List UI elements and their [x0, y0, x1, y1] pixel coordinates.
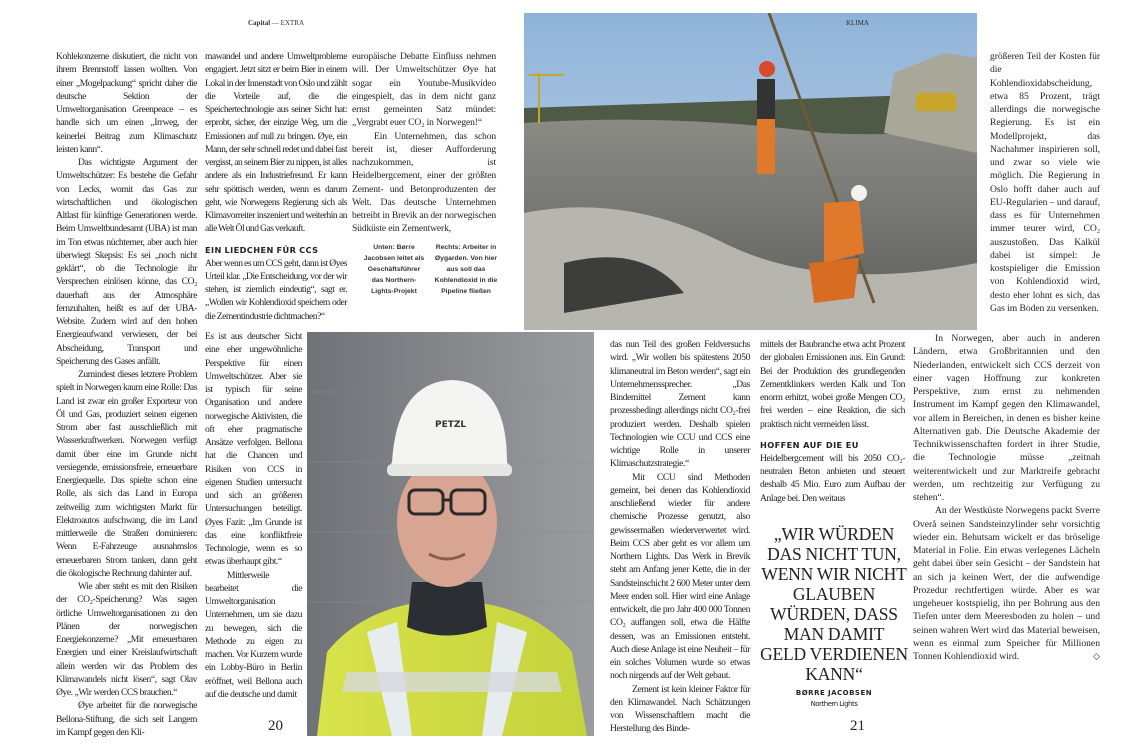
right-column-1 — [610, 338, 750, 736]
paragraph: Mit CCU sind Methoden gemeint, bei denen das Kohlendioxid anschließend wieder für andere chemische Prozesse genutzt, also gewissermaßen wiederverwertet wird. Beim CCS aber geht es vor allem um Northern Lights. Das Werk in Brevik steht am Anfang jener Kette, die in der Sandsteinschicht 2 600 Meter unter dem Meer enden soll. Hier wird eine Anlage entwickelt, die pro Jahr 400 000 Tonnen CO₂ auffangen soll, etwa die Hälfte dessen, was an Emissionen entsteht. Auch diese Anlage ist eine Neuheit – für ein solches Volumen wurde so etwas noch nirgends auf der Welt gebaut. — [610, 471, 750, 682]
page-number-right: 21 — [850, 718, 865, 734]
quote-affiliation: Northern Lights — [810, 700, 858, 708]
paragraph: Zement ist kein kleiner Faktor für den Klimawandel. Nach Schätzungen von Wissenschaftlern macht die Herstellung des Binde- — [610, 683, 750, 735]
paragraph: Ein Unternehmen, das schon bereit ist, dieser Aufforderung nachzukommen, ist Heidelbergcement, einer der größten Zement- und Betonproduzenten der Welt. Das deutsche Unternehmen betreibt in Brevik an der norwegischen Südküste ein Zementwerk, — [352, 130, 496, 235]
pull-quote-attribution — [760, 688, 908, 710]
paragraph: Øye arbeitet für die norwegische Bellona-Stiftung, die sich seit Langem im Kampf gegen den Kli- — [56, 700, 197, 738]
paragraph: mittels der Baubranche etwa acht Prozent der globalen Emissionen aus. Ein Grund: Bei der Produktion des grundlegenden Zementklinkers werden Kalk und Ton enorm erhitzt, wobei große Mengen CO₂ frei werden – eine Reaktion, die sich praktisch nicht vermeiden lässt. — [760, 339, 905, 430]
photo-caption-below: Unten: Børre Jacobsen leitet als Geschäftsführer das Northern-Lights-Projekt — [363, 244, 425, 295]
paragraph: Das wichtigste Argument der Umweltschützer: Es bestehe die Gefahr von Lecks, womit das Gas zur wirtschaftlichen und ökologischen Altlast für künftige Generationen werde. Beim Umweltbundesamt (UBA) ist man im Ton etwas nüchterner, aber auch hier überwiegt Skepsis: Es sei „noch nicht geklärt“, ob die Technologie ihr Versprechen einlösen könne, das CO₂ dauerhaft aus der Atmosphäre fernzuhalten, heißt es auf der UBA-Website. Zudem wird auf den hohen Energieaufwand verwiesen, der bei Abscheidung, Transport und Speicherung des Gases anfällt. — [56, 157, 197, 367]
portrait-photo — [307, 332, 594, 736]
paragraph: Kohlekonzerne diskutiert, die nicht von ihrem Brennstoff lassen wollten. Von einer „Mogelpackung“ spricht daher die deutsche Sektion der Umweltorganisation Greenpeace – es handle sich um einen „Irrweg, der keinerlei Beitrag zum Klimaschutz leisten kann“. — [56, 51, 197, 155]
paragraph: Mittlerweile bearbeitet die Umweltorganisation Unternehmen, um sie dazu zu bewegen, sich die Methode zu eigen zu machen. Vor Kurzem wurde ein Lobby-Büro in Berlin eröffnet, weil Bellona auch auf die deutsche und damit — [205, 569, 303, 700]
paragraph: das nun Teil des großen Feldversuchs wird. „Wir wollen bis spätestens 2050 klimaneutral im Beton werden“, sagt ein Unternehmenssprecher. „Das Bindemittel Zement kann prozessbedingt allerdings nicht CO₂-frei produziert werden. Deshalb spielen Technologien wie CCU und CCS eine wichtige Rolle in unserer Klimaschutzstrategie.“ — [610, 339, 750, 470]
paragraph: mawandel und andere Umweltprobleme engagiert. Jetzt sitzt er beim Bier in einem Lokal in der Innenstadt von Oslo und zählt die Vorteile auf, die die Speichertechnologie aus seiner Sicht hat: erprobt, sicher, der einzige Weg, um die Emissionen auf null zu bringen. Øye, ein Mann, der sehr schnell redet und dabei fast vergisst, an seinem Bier zu nippen, ist alles andere als ein Industriefreund. Er kann sehr spöttisch werden, wenn es darum geht, wie Norwegens Regierung sich als Klimavorreiter inszeniert und weiterhin an alle Welt Öl und Gas verkauft. — [205, 51, 347, 235]
helmet-logo: PETZL — [435, 420, 467, 430]
construction-site-photo — [524, 13, 977, 330]
paragraph: Aber wenn es um CCS geht, dann ist Øyes Urteil klar. „Die Entscheidung, vor der wir stehen, ist ziemlich eindeutig“, sagt er. „Wollen wir Kohlendioxid speichern oder die Zementindustrie dichtmachen?“ — [205, 257, 347, 322]
paragraph: Heidelbergcement will bis 2050 CO₂-neutralen Beton anbieten und steuert deshalb 45 Mio. Euro zum Aufbau der Anlage bei. Den weitaus — [760, 452, 905, 504]
subheading: EIN LIEDCHEN FÜR CCS — [205, 244, 319, 255]
quote-author: BØRRE JACOBSEN — [795, 689, 873, 697]
paragraph: größeren Teil der Kosten für die Kohlendioxidabscheidung, etwa 85 Prozent, trägt allerdings die norwegische Regierung. Es ist ein Modellprojekt, das Nachahmer inspirieren soll, und zwar so viele wie möglich. Die Regierung in Oslo hofft daher auch auf EU-Regularien – und darauf, dass es für Unternehmen immer teurer wird, CO₂ auszustoßen. Das Kalkül dabei ist simpel: Je kostspieliger die Emission von Kohlendioxid wird, desto eher lohnt es sich, das Gas im Boden zu versenken. — [990, 51, 1101, 314]
left-column-1 — [56, 50, 197, 739]
subheading: HOFFEN AUF DIE EU — [760, 439, 859, 450]
running-head-left — [248, 19, 304, 27]
right-column-3-bottom — [913, 332, 1100, 663]
left-column-2 — [205, 50, 347, 323]
paragraph — [913, 504, 1100, 663]
right-column-3-top — [990, 50, 1100, 315]
brand-name: Capital — [248, 19, 271, 27]
paragraph: Wie aber steht es mit den Risiken der CO₂-Speicherung? Was sagen örtliche Umweltorganisationen zu den Plänen der norwegischen Energiekonzerne? „Mit erneuerbaren Energien und einer Kreislaufwirtschaft allein werden wir das Problem des Klimawandels nicht lösen“, sagt Olav Øye. „Wir werden CCS brauchen.“ — [56, 581, 197, 698]
paragraph: Zumindest dieses letztere Problem spielt in Norwegen kaum eine Rolle: Das Land ist zwar ein großer Exporteur von Öl und Gas, produziert seinen eigenen Strom aber fast ausschließlich mit Wasserkraftwerken. Norwegen verfügt damit über eine im Grunde nicht versiegende, emissionsfreie, erneuerbare Energiequelle. Das spielte schon eine Rolle, als sich das Land in Europa zeitweilig zum wichtigsten Markt für Elektroautos aufschwang, die im Land mittlerweile die Straßen dominieren: Wenn E-Fahrzeuge ausnahmslos erneuerbaren Strom tanken, dann geht die ökologische Rechnung dahinter auf. — [56, 369, 197, 579]
paragraph: europäische Debatte Einfluss nehmen will. Der Umweltschützer Øye hat sogar ein Youtube-Musikvideo eingespielt, das in dem nicht ganz ernst gemeinten Satz mündet: „Vergrabt euer CO₂ in Norwegen!“ — [352, 51, 496, 129]
left-column-3 — [352, 50, 496, 236]
page-number-left: 20 — [268, 718, 283, 734]
end-mark-icon: ◇ — [1093, 651, 1100, 661]
pull-quote: „WIR WÜRDEN DAS NICHT TUN, WENN WIR NICHT GLAUBEN WÜRDEN, DASS MAN DAMIT GELD VERDIENEN KANN“ — [760, 524, 908, 684]
pull-quote-box — [760, 524, 908, 710]
paragraph: Es ist aus deutscher Sicht eine eher ungewöhnliche Perspektive für einen Umweltschützer. Aber sie ist typisch für seine Organisation und andere norwegische Aktivisten, die oft eher pragmatische Ansätze verfolgen. Bellona hat die Chancen und Risiken von CCS in eigenen Studien untersucht und sich an größeren Untersuchungen beteiligt. Øyes Fazit: „Im Grunde ist das eine konfliktfreie Technologie, wenn es so etwas überhaupt gibt.“ — [205, 331, 302, 568]
paragraph-text: An der Westküste Norwegens packt Sverre Overå seinen Sandsteinzylinder sehr vorsichtig wieder ein. Behutsam wickelt er das bröselige Material in Folie. Ein etwas verlegenes Lächeln geht dabei über sein Gesicht – der Sandstein hat an sich ja keinen Wert, der die aufwendige Prozedur rechtfertigen würde. Aber es war ungeheuer kostspielig, ihn per Bohrung aus den Tiefen unter dem Meeresboden zu holen – und seinen wahren Wert wird das Material beweisen, wenn es einmal zum Speicher für Millionen Tonnen Kohlendioxid wird. — [913, 505, 1100, 662]
left-column-2-narrow — [205, 330, 302, 701]
running-head-right: KLIMA — [846, 19, 869, 27]
right-column-2 — [760, 338, 905, 505]
photo-caption-right: Rechts: Arbeiter in Øygarden. Von hier aus soll das Kohlendioxid in die Pipeline fließen — [434, 244, 498, 295]
section-name: — EXTRA — [270, 19, 305, 27]
paragraph: In Norwegen, aber auch in anderen Ländern, etwa Großbritannien und den Niederlanden, entwickelt sich CCS derzeit von einer vagen Hoffnung zur konkreten Perspektive, zum ernst zu nehmenden Instrument im Kampf gegen den Klimawandel, vor allem in Bereichen, in denen es bisher keine Alternativen gab. Die Deutsche Akademie der Technikwissenschaften fordert in ihrer Studie, die Technologie müsse „zeitnah weiterentwickelt und zur Marktreife gebracht werden, um rechtzeitig zur Verfügung zu stehen“. — [913, 333, 1100, 503]
